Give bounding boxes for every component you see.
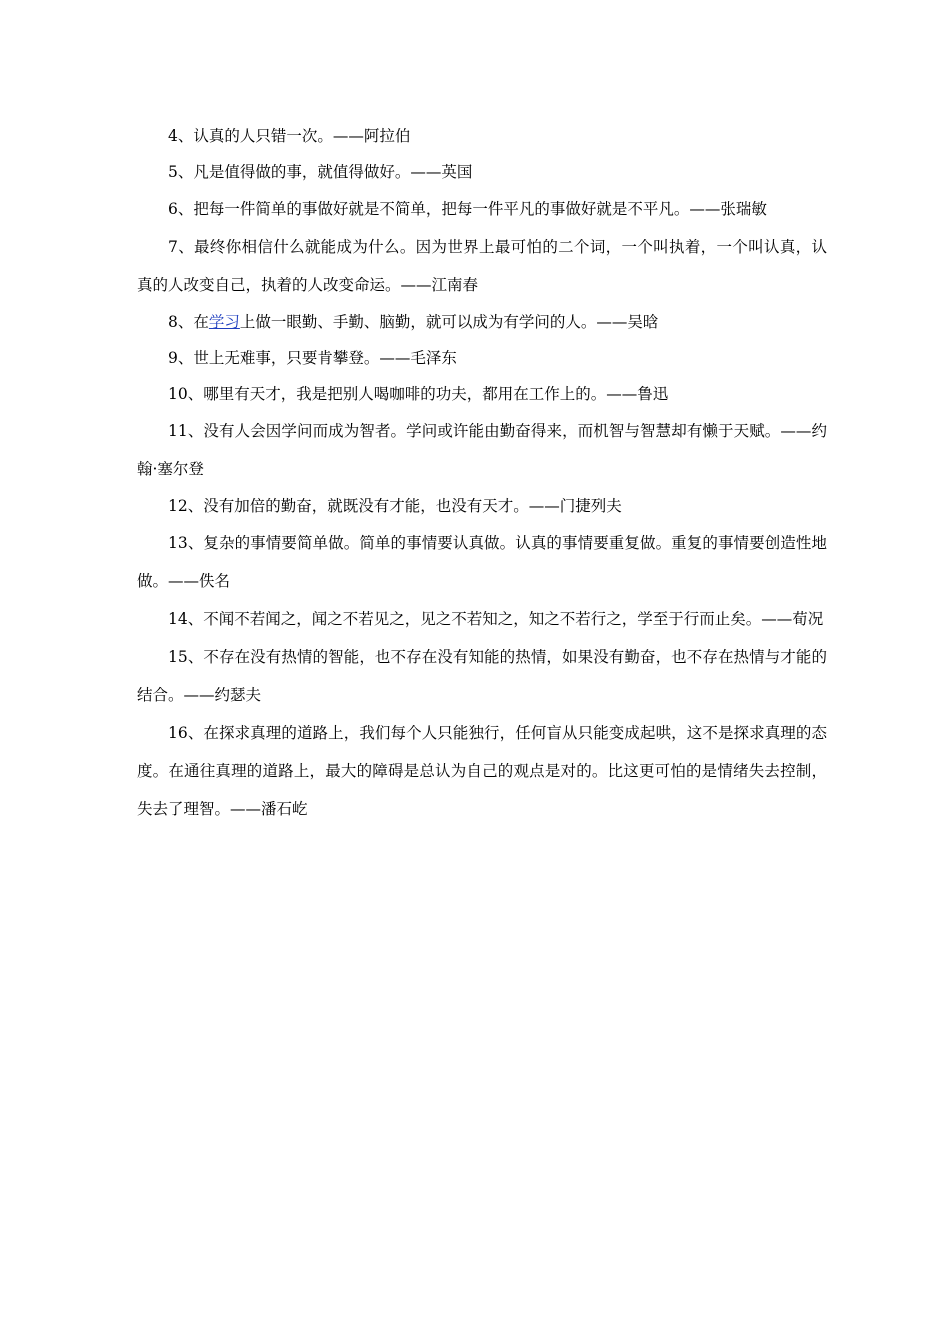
quote-7: 7、最终你相信什么就能成为什么。因为世界上最可怕的二个词，一个叫执着，一个叫认真，认真的人改变自己，执着的人改变命运。——江南春 <box>137 238 827 294</box>
quote-list <box>137 118 827 828</box>
study-link[interactable]: 学习 <box>208 313 240 331</box>
quote-9: 9、世上无难事，只要肯攀登。——毛泽东 <box>168 349 457 367</box>
quote-13: 13、复杂的事情要简单做。简单的事情要认真做。认真的事情要重复做。重复的事情要创造性地做。——佚名 <box>137 534 827 590</box>
quote-8-before: 8、在 <box>168 313 209 331</box>
quote-10: 10、哪里有天才，我是把别人喝咖啡的功夫，都用在工作上的。——鲁迅 <box>168 385 669 403</box>
quote-15: 15、不存在没有热情的智能，也不存在没有知能的热情，如果没有勤奋，也不存在热情与才能的结合。——约瑟夫 <box>137 648 827 704</box>
quote-8-after: 上做一眼勤、手勤、脑勤，就可以成为有学问的人。——吴晗 <box>239 313 659 331</box>
quote-8 <box>137 304 827 340</box>
quote-6: 6、把每一件简单的事做好就是不简单，把每一件平凡的事做好就是不平凡。——张瑞敏 <box>168 200 767 218</box>
quote-5: 5、凡是值得做的事，就值得做好。——英国 <box>168 163 473 181</box>
quote-11: 11、没有人会因学问而成为智者。学问或许能由勤奋得来，而机智与智慧却有懒于天赋。——约翰·塞尔登 <box>137 422 827 478</box>
quote-16: 16、在探求真理的道路上，我们每个人只能独行，任何盲从只能变成起哄，这不是探求真理的态度。在通往真理的道路上，最大的障碍是总认为自己的观点是对的。比这更可怕的是情绪失去控制，失去了理智。——潘石屹 <box>137 724 827 818</box>
quote-4: 4、认真的人只错一次。——阿拉伯 <box>168 127 411 145</box>
quote-12: 12、没有加倍的勤奋，就既没有才能，也没有天才。——门捷列夫 <box>168 497 622 515</box>
quote-14: 14、不闻不若闻之，闻之不若见之，见之不若知之，知之不若行之，学至于行而止矣。——荀况 <box>168 610 824 628</box>
